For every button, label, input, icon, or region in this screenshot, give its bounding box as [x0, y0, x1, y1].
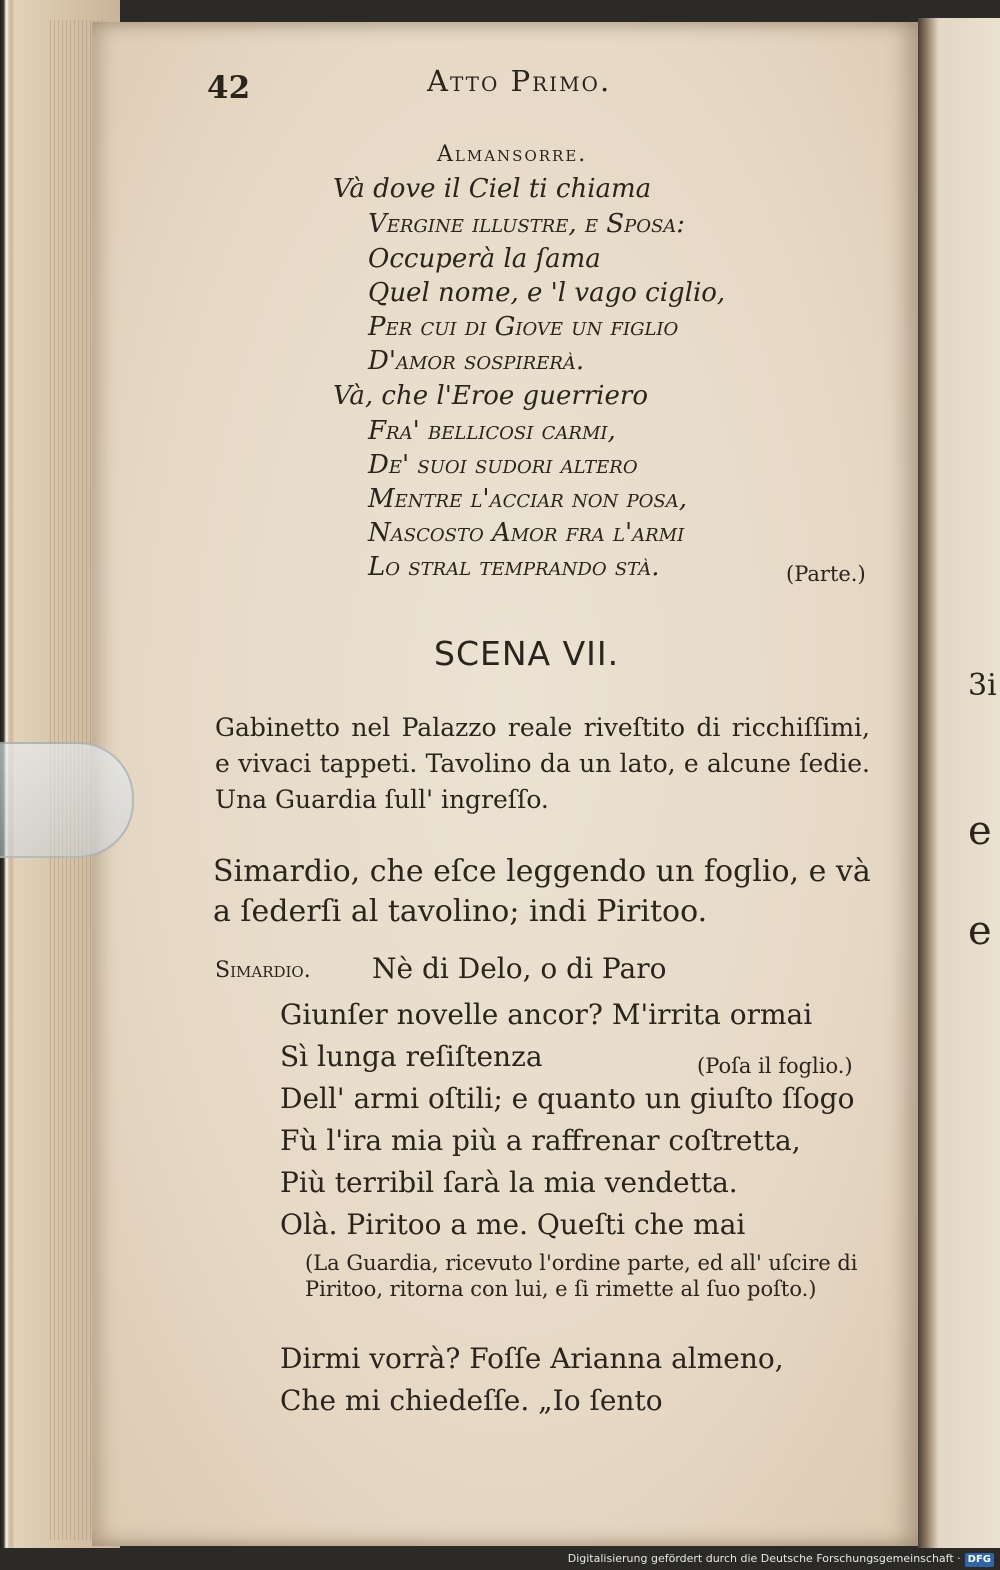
verse-line: Più terribil ſarà la mia vendetta. [280, 1166, 738, 1199]
verse-line: Và dove il Ciel ti chiama [333, 174, 652, 204]
verse-line: Per cui di Giove un figlio [368, 312, 679, 342]
verse-line: Giunſer novelle ancor? M'irrita ormai [280, 998, 813, 1031]
verse-line: Nè di Delo, o di Paro [372, 952, 667, 985]
verse-line: Che mi chiedeſſe. „Io ſento [280, 1384, 663, 1417]
verse-line: Fra' bellicosi carmi, [368, 416, 616, 446]
page-clip [0, 742, 134, 858]
verse-line: Dirmi vorrà? Foſſe Arianna almeno, [280, 1342, 784, 1375]
verse-line: De' suoi sudori altero [368, 450, 638, 480]
verse-line: D'amor sospirerà. [368, 346, 585, 376]
stage-direction-block: (La Guardia, ricevuto l'ordine parte, ed all' uſcire di Piritoo, ritorna con lui, e ſi rimette al ſuo poſto.) [305, 1251, 858, 1301]
verse-line: Fù l'ira mia più a raffrenar coſtretta, [280, 1124, 801, 1157]
verse-line: Và, che l'Eroe guerriero [333, 381, 648, 411]
scene-setting: Gabinetto nel Palazzo reale riveſtito di ricchiſſimi, e vivaci tappeti. Tavolino da un lato, e alcune ſedie. Una Guardia ſull' ingreſſo. [215, 713, 870, 814]
digitization-footer [0, 1548, 1000, 1570]
verse-line: Dell' armi oſtili; e quanto un giuſto ſſogo [280, 1082, 855, 1115]
verse-line: Vergine illustre, e Sposa: [368, 209, 686, 239]
verse-line: Nascosto Amor fra l'armi [368, 518, 685, 548]
dfg-logo: DFG [965, 1553, 994, 1567]
speaker-almansorre: Almansorre. [437, 142, 588, 167]
verse-line: Quel nome, e 'l vago ciglio, [368, 278, 726, 308]
stage-direction: (Parte.) [786, 562, 866, 586]
facing-page [918, 18, 1000, 1548]
facing-page-fragment: 3i [968, 668, 997, 703]
verse-line: Occuperà la ſama [368, 244, 601, 274]
scene-title: SCENA VII. [434, 634, 620, 673]
page-number: 42 [207, 70, 251, 106]
scene-characters: Simardio, che eſce leggendo un foglio, e và a ſederſi al tavolino; indi Piritoo. [213, 854, 871, 929]
verse-line: Mentre l'acciar non posa, [368, 484, 688, 514]
footer-text: Digitalisierung gefördert durch die Deutsche Forschungsgemeinschaft · [567, 1552, 961, 1565]
verse-line: Lo stral temprando stà. [368, 552, 660, 582]
verse-line: Sì lunga reſiſtenza [280, 1040, 543, 1073]
stage-direction: (Poſa il foglio.) [697, 1054, 853, 1078]
verse-line: Olà. Piritoo a me. Queſti che mai [280, 1208, 746, 1241]
facing-page-fragment: e [968, 908, 992, 954]
speaker-simardio: Simardio. [215, 958, 311, 983]
facing-page-fragment: e [968, 808, 992, 854]
running-head: Atto Primo. [427, 64, 612, 98]
